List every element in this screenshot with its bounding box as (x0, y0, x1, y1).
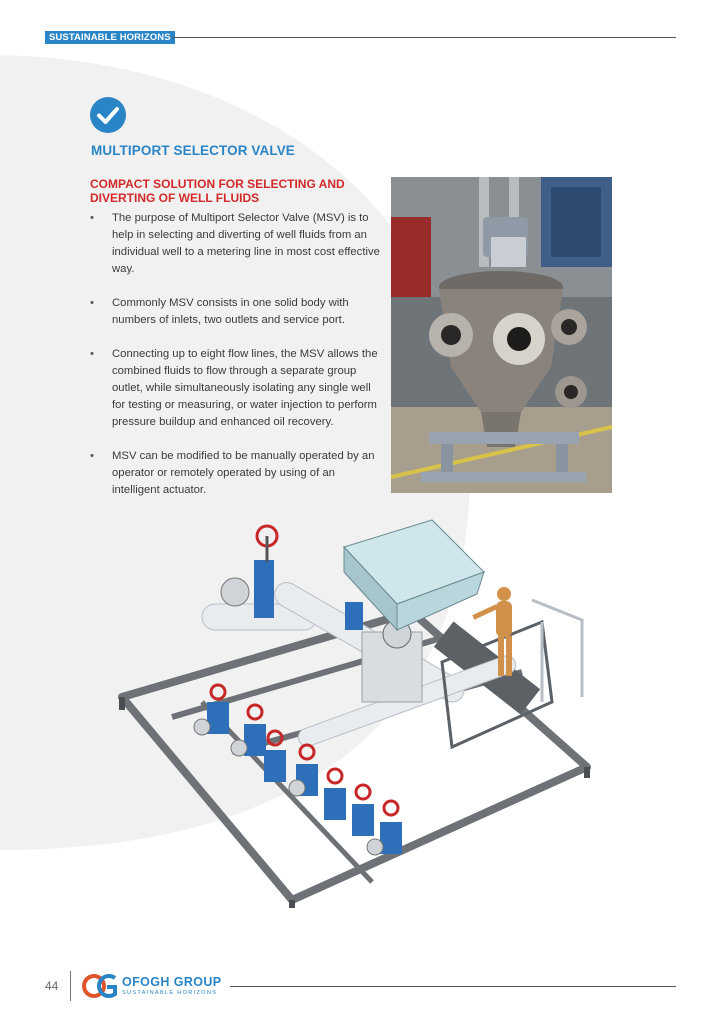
skid-diagram (112, 512, 592, 908)
company-name: OFOGH GROUP (122, 975, 222, 989)
section-subtitle: COMPACT SOLUTION FOR SELECTING AND DIVERTING OF WELL FLUIDS (90, 177, 345, 205)
checkmark-icon (90, 97, 126, 133)
page-number: 44 (45, 979, 59, 993)
footer-separator (70, 971, 71, 1001)
header-divider (172, 37, 676, 38)
bullet-item: • Commonly MSV consists in one solid body with numbers of inlets, two outlets and service port. (90, 297, 349, 326)
footer-divider (230, 986, 676, 987)
valve-photo (391, 177, 612, 493)
bullet-list (90, 210, 382, 516)
bullet-item: • Connecting up to eight flow lines, the MSV allows the combined fluids to flow through a separate group outlet, while simultaneously isolating any single well for testing or measuring, or water injection to perform pressure buildup and enhanced oil recovery. (90, 348, 378, 428)
company-tagline: SUSTAINABLE HORIZONS (122, 990, 218, 996)
bullet-item: • MSV can be modified to be manually operated by an operator or remotely operated by using of an intelligent actuator. (90, 450, 375, 496)
header-tag: SUSTAINABLE HORIZONS (45, 31, 175, 44)
section-title: MULTIPORT SELECTOR VALVE (91, 143, 295, 158)
company-logo-icon (82, 973, 118, 999)
bullet-item: • The purpose of Multiport Selector Valve (MSV) is to help in selecting and diverting of well fluids from an individual well to a metering line in most cost effective way. (90, 212, 380, 275)
